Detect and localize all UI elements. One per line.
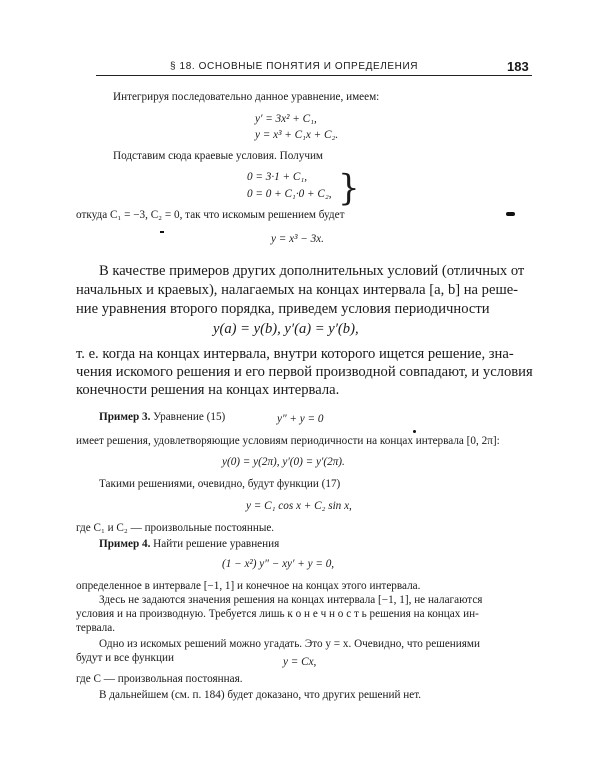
ink-speck [160, 231, 164, 233]
equation-y-prime: y′ = 3x² + C₁, [255, 113, 317, 125]
equation-linear-family: y = Cx, [283, 656, 317, 668]
paragraph-arbitrary-constants: где C₁ и C₂ — произвольные постоянные. [76, 522, 275, 534]
equation-y: y = x³ + C₁x + C₂. [255, 129, 339, 141]
example-3-heading [99, 411, 225, 423]
example-4-label: Пример 4. [99, 538, 151, 550]
equation-condition-1: 0 = 3·1 + C₁, [247, 171, 308, 183]
paragraph-arbitrary-constant: где C — произвольная постоянная. [76, 673, 243, 685]
paragraph-not-given-line-2: условия и на производную. Требуется лишь к о н е ч н о с т ь решения на концах ин- [76, 608, 479, 620]
paragraph-integrating: Интегрируя последовательно данное уравнение, имеем: [113, 91, 380, 103]
paragraph-no-other-solutions: В дальнейшем (см. п. 184) будет доказано, что других решений нет. [99, 689, 422, 701]
equation-condition-2: 0 = 0 + C₁·0 + C₂, [247, 188, 332, 200]
equation-periodic-conditions: y(0) = y(2π), y′(0) = y′(2π). [222, 456, 345, 468]
example-4-heading [99, 538, 279, 550]
paragraph-large-line-3: ние уравнения второго порядка, приведем условия периодичности [76, 301, 490, 317]
paragraph-such-solutions: Такими решениями, очевидно, будут функции (17) [99, 478, 341, 490]
equation-general-solution: y = C₁ cos x + C₂ sin x, [246, 500, 352, 512]
paragraph-whence: откуда C₁ = −3, C₂ = 0, так что искомым решением будет [76, 209, 345, 221]
header-rule [96, 75, 532, 76]
ink-mark [506, 212, 515, 216]
example-3-text: Уравнение (15) [150, 411, 226, 423]
paragraph-large-line-1: В качестве примеров других дополнительных условий (отличных от [99, 263, 525, 279]
paragraph-defined-interval: определенное в интервале [−1, 1] и конечное на концах этого интервала. [76, 580, 421, 592]
equation-periodicity: y(a) = y(b), y′(a) = y′(b), [213, 321, 359, 337]
paragraph-boundary-conditions: Подставим сюда краевые условия. Получим [113, 150, 324, 162]
paragraph-guess-line-2: будут и все функции [76, 652, 174, 664]
example-4-text: Найти решение уравнения [150, 538, 280, 550]
right-brace: } [338, 167, 360, 209]
running-title: § 18. ОСНОВНЫЕ ПОНЯТИЯ И ОПРЕДЕЛЕНИЯ [170, 61, 419, 72]
equation-oscillator: y″ + y = 0 [277, 413, 324, 425]
paragraph-guess-line-1: Одно из искомых решений можно угадать. Это y = x. Очевидно, что решениями [99, 638, 480, 650]
ink-speck [413, 430, 416, 433]
paragraph-not-given-line-1: Здесь не задаются значения решения на концах интервала [−1, 1], не налагаются [99, 594, 483, 606]
paragraph-large-line-4: т. е. когда на концах интервала, внутри которого ищется решение, зна- [76, 346, 514, 362]
paragraph-large-line-5: чения искомого решения и его первой производной совпадают, и условия [76, 364, 533, 380]
equation-solution: y = x³ − 3x. [271, 233, 324, 245]
page-number: 183 [507, 59, 529, 74]
example-3-label: Пример 3. [99, 411, 151, 423]
paragraph-periodic-solutions: имеет решения, удовлетворяющие условиям периодичности на концах интервала [0, 2π]: [76, 435, 500, 447]
paragraph-not-given-line-3: тервала. [76, 622, 115, 634]
paragraph-large-line-6: конечности решения на концах интервала. [76, 382, 340, 398]
paragraph-large-line-2: начальных и краевых), налагаемых на концах интервала [a, b] на реше- [76, 282, 519, 298]
equation-chebyshev: (1 − x²) y″ − xy′ + y = 0, [222, 558, 335, 570]
